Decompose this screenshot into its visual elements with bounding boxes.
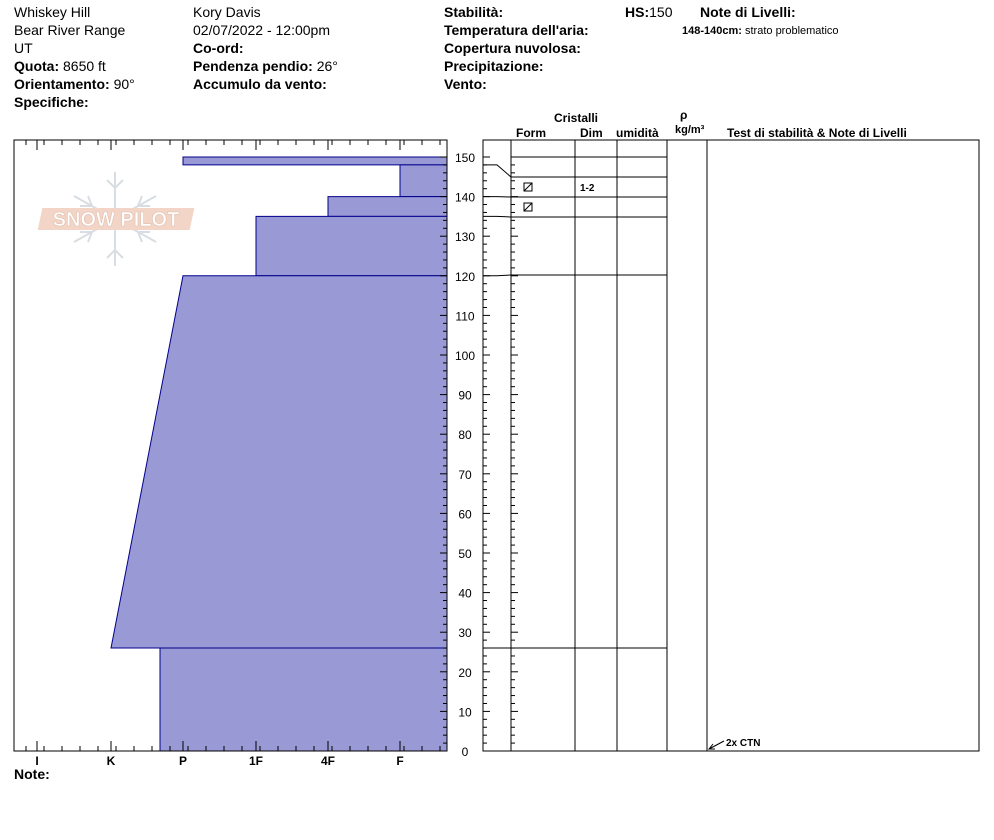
stability-notes-header: Test di stabilità & Note di Livelli (727, 126, 907, 140)
depth-tick-label: 20 (458, 665, 472, 680)
depth-tick-label: 10 (458, 705, 472, 720)
depth-tick-label: 0 (461, 745, 469, 759)
hardness-layer-0 (183, 157, 447, 165)
layer-note-range: 148-140cm: (682, 25, 742, 37)
hardness-profile (111, 157, 447, 751)
state: UT (14, 40, 33, 56)
moisture-header: umidità (616, 126, 659, 140)
depth-tick-label: 100 (454, 349, 476, 363)
notes-label: Note: (14, 766, 50, 782)
crystal-dim: 1-2 (580, 183, 595, 194)
crystal-slash (524, 183, 532, 191)
layer-notes-title: Note di Livelli: (700, 4, 796, 20)
air-temp-label: Temperatura dell'aria: (444, 22, 589, 38)
layer-connector (483, 216, 511, 217)
hardness-tick-label: I (35, 754, 39, 768)
slope-label: Pendenza pendio: (193, 58, 313, 74)
depth-tick-label: 150 (454, 151, 476, 165)
depth-tick-label: 60 (458, 507, 472, 522)
depth-tick-label: 120 (454, 269, 476, 284)
aspect-value: 90° (113, 76, 135, 92)
hardness-layer-3 (256, 216, 447, 275)
elevation-value: 8650 ft (63, 58, 106, 74)
layers-table-frame (483, 140, 979, 751)
observer-name: Kory Davis (193, 4, 261, 20)
dim-header: Dim (580, 126, 603, 140)
stability-tests (709, 738, 760, 749)
logo-text: SNOW PILOT (52, 209, 180, 231)
depth-tick-label: 70 (458, 467, 472, 482)
depth-tick-label: 30 (458, 626, 472, 641)
layer-note-text: strato problematico (745, 25, 839, 37)
hs-value: 150 (649, 4, 673, 20)
wind-label: Vento: (444, 76, 487, 92)
density-rho-header: ρ (680, 108, 688, 122)
stability-test-label: 2x CTN (726, 738, 761, 749)
specifics-label: Specifiche: (14, 94, 89, 110)
crystal-slash (524, 203, 532, 211)
cloud-cover-label: Copertura nuvolosa: (444, 40, 581, 56)
hardness-tick-label: K (106, 754, 116, 768)
hardness-layer-1 (400, 165, 447, 197)
form-header: Form (516, 126, 546, 140)
faceted-crystal-icon (524, 183, 532, 191)
hardness-tick-label: P (178, 754, 188, 768)
crystals-header: Cristalli (554, 111, 599, 125)
layer-connector (483, 275, 511, 276)
depth-tick-label: 110 (455, 309, 475, 324)
hardness-tick-label: 4F (320, 754, 336, 768)
snowpilot-logo (38, 172, 195, 266)
layers-table (483, 140, 707, 751)
hs-label: HS: (625, 4, 650, 20)
depth-tick-label: 140 (454, 190, 476, 205)
hardness-tick-label: 1F (248, 754, 264, 768)
hardness-layer-4 (111, 276, 447, 648)
density-unit-header: kg/m³ (675, 124, 705, 136)
hardness-layer-2 (328, 197, 447, 217)
slope-value: 26° (316, 58, 338, 74)
hardness-tick-label: F (396, 754, 404, 768)
hardness-layer-5 (160, 648, 447, 751)
stability-label: Stabilità: (444, 4, 504, 20)
location-name: Whiskey Hill (14, 4, 91, 20)
observation-datetime: 02/07/2022 - 12:00pm (193, 22, 330, 38)
faceted-crystal-icon (524, 203, 532, 211)
aspect-label: Orientamento: (14, 76, 110, 92)
depth-axis (440, 151, 518, 759)
elevation-label: Quota: (14, 58, 60, 74)
depth-tick-label: 40 (458, 586, 472, 601)
wind-loading-label: Accumulo da vento: (193, 76, 327, 92)
mountain-range: Bear River Range (14, 22, 126, 38)
depth-tick-label: 80 (458, 428, 472, 443)
layer-connector (483, 165, 511, 177)
precipitation-label: Precipitazione: (444, 58, 544, 74)
depth-tick-label: 50 (458, 547, 472, 561)
depth-tick-label: 90 (458, 388, 472, 403)
stability-test-pointer (709, 741, 724, 749)
depth-tick-label: 130 (454, 230, 476, 245)
coord-label: Co-ord: (193, 40, 244, 56)
